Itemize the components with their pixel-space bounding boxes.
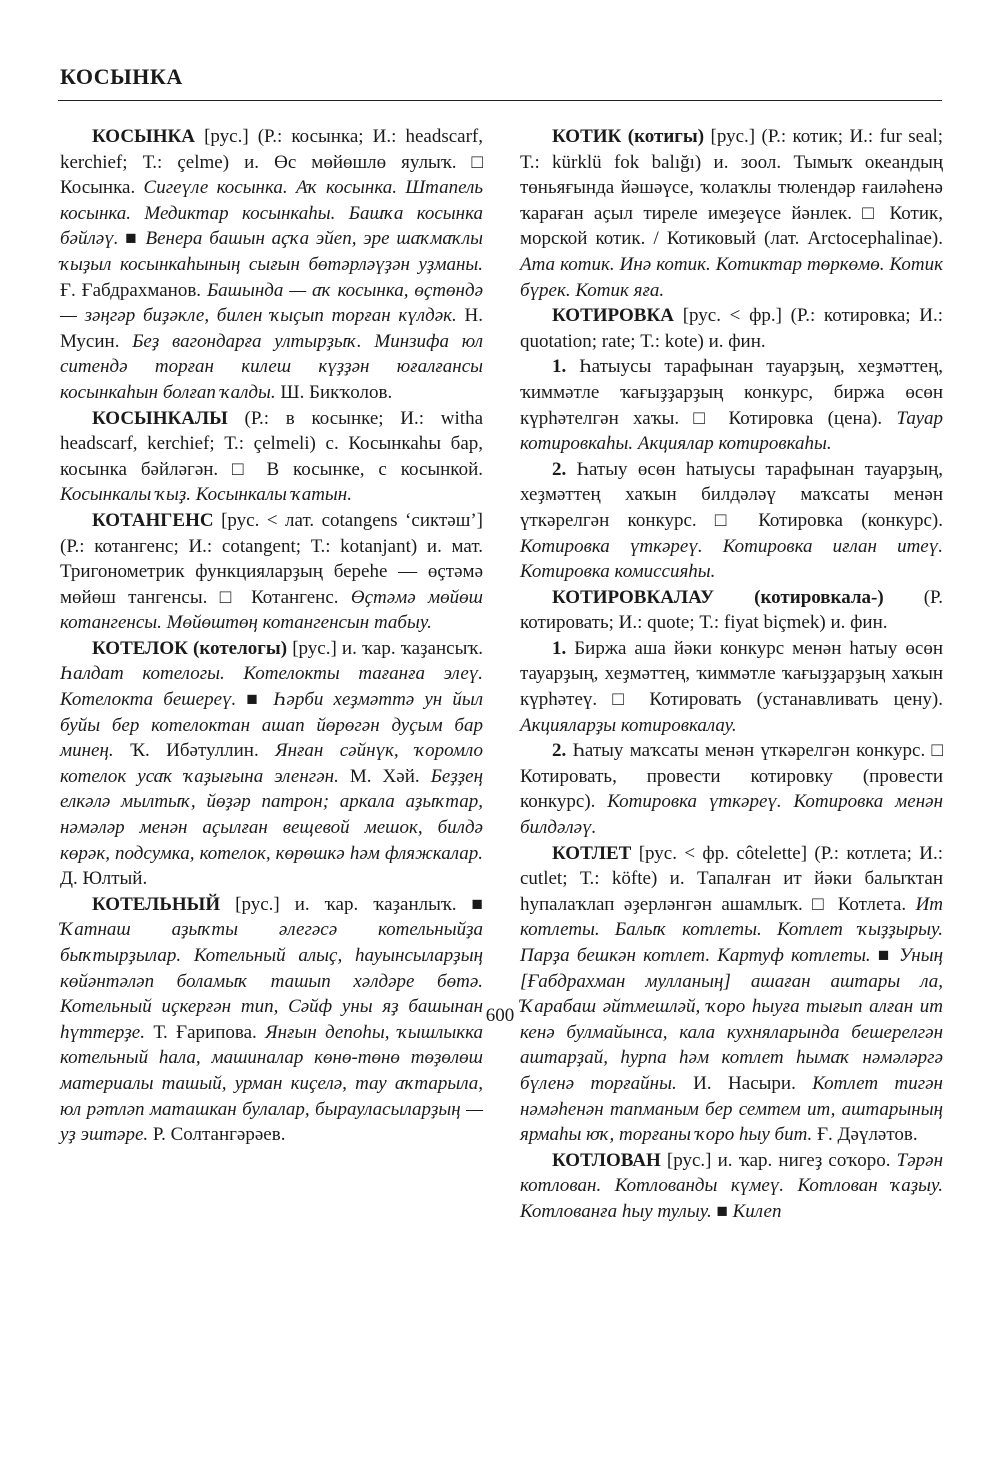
usage-example: Косынкалы ҡыҙ. Косынкалы ҡатын.: [60, 484, 352, 506]
usage-example: Өҫтәмә мөйөш котангенсы. Мөйөштөң котангенсын табыу.: [60, 586, 484, 634]
entry-text: Косынкаһы бар, косынка бәйләгән. □ В косынке, с косынкой.: [60, 433, 484, 480]
entry-text: Р. Солтангәрәев.: [152, 1124, 286, 1146]
header-rule: [58, 100, 942, 101]
entry-headword: КОТАНГЕНС: [92, 509, 214, 531]
entry-text: [рус.] и. ҡар. ҡаҙансыҡ.: [292, 637, 483, 659]
usage-example: Котировка үткәреү. Котировка иғлан итеү. Котировка комиссияhы.: [520, 535, 943, 583]
entry-text: Ҡ. Ибәтуллин.: [130, 740, 259, 762]
dictionary-entry: [520, 585, 943, 636]
entry-text: Ш. Бикҡолов.: [280, 381, 393, 403]
entry-headword: 1.: [552, 637, 567, 659]
entry-headword: КОТЕЛЬНЫЙ: [92, 893, 221, 915]
dictionary-entry: [60, 508, 483, 636]
entry-text: И. Насыри.: [693, 1072, 796, 1094]
usage-example: Ата котик. Инә котик. Котиктар төркөмө. Котик бүрек. Котик яға.: [520, 253, 943, 301]
entry-text: [рус.] (Р.: котик; И.: fur seal; Т.: kürklü fok balığı) и. зоол.: [520, 126, 944, 173]
usage-example: Һалдат котелогы. Котелокты тағанға элеү. Котелокта бешереү. ■ Һәрби хеҙмәттә ун йыл буйы бер котелоктан ашап йөрөгән дуҫым бар минең.: [60, 663, 483, 762]
usage-example: Беҙ вагондарға ултырҙыҡ. Минзифа юл ситендә торған килеш күҙҙән юғалғансы косынкаһын болғап ҡалды.: [60, 330, 483, 403]
entry-text: [рус. < лат. cotangens ‘сиктәш’] (Р.: котангенс; И.: cotangent; Т.: kotanjant) и. мат.: [60, 509, 483, 557]
entry-headword: КОТЕЛОК (котелогы): [92, 637, 288, 659]
entry-headword: 2.: [552, 740, 567, 762]
entry-text: Һатыусы тарафынан тауарҙың, хеҙмәттең, ҡиммәтле ҡағыҙҙарҙың конкурс, биржа өсөн күрhәтелгән хаҡы. □ Котировка (цена).: [520, 356, 943, 429]
entry-text: М. Хәй.: [349, 765, 420, 787]
entry-headword: 1.: [552, 356, 567, 378]
usage-example: Тәрән котлован. Котлованды күмеү. Котлован ҡаҙыу. Котлованға һыу тулыу. ■ Килеп: [520, 1149, 943, 1222]
entry-text: Тапалған ит йәки балыҡтан һупалаҡлап әҙерләнгән ашамлыҡ. □ Котлета.: [520, 868, 943, 915]
entry-text: Ғ. Дәүләтов.: [817, 1124, 918, 1146]
page-number: 600: [485, 1005, 515, 1026]
entry-text: Һатыу маҡсаты менән үткәрелгән конкурс. □ Котировать, провести котировку (провести конкурс).: [520, 740, 944, 813]
dictionary-entry: [60, 124, 483, 406]
dictionary-entry: [520, 457, 943, 585]
entry-text: Н. Мусин.: [60, 305, 483, 352]
entry-text: [рус.] и. ҡар. нигеҙ соҡоро.: [666, 1149, 891, 1171]
entry-headword: КОТИРОВКАЛАУ (котировкала-): [552, 586, 884, 608]
entry-text: [рус. < фр. côtelette] (Р.: котлета; И.: cutlet; Т.: köfte) и.: [520, 842, 943, 890]
entry-headword: КОСЫНКАЛЫ: [92, 407, 228, 429]
dictionary-entry: [520, 636, 943, 738]
entry-headword: КОТЛОВАН: [552, 1149, 661, 1171]
usage-example: Янғын депоһы, ҡышлыкка котельный һала, машиналар көнө-төнө төҙөлөш материалы ташый, урман киҫелә, тау аҡтарыла, юл рәтләп маташкан булалар, бырауласыларҙың — уҙ эштәре.: [60, 1021, 483, 1146]
entry-headword: КОСЫНКА: [92, 126, 195, 147]
usage-example: Котлет тигән нәмәhенән тапманым бер семтем ит, аштарының ярмаһы юҡ, торғаны ҡоро һыу бит.: [520, 1072, 943, 1146]
dictionary-entry: [520, 738, 943, 840]
running-head: КОСЫНКА: [60, 64, 183, 89]
dictionary-entry: [520, 1148, 943, 1225]
entry-text: Биржа аша йәки конкурс менән һатыу өсөн тауарҙың, хеҙмәттең, ҡиммәтле ҡағыҙҙарҙың хаҡын күрhәтеү. □ Котировать (устанавливать цену).: [520, 637, 943, 711]
dictionary-entry: [520, 841, 943, 1148]
dictionary-entry: [60, 636, 483, 892]
entry-headword: 2.: [552, 458, 567, 480]
dictionary-entry: [60, 406, 483, 508]
left-column: [60, 124, 483, 1148]
entry-text: [рус.] (Р.: косынка; И.: headscarf, kerchief; Т.: çelme) и.: [60, 126, 484, 173]
entry-text: Һатыу өсөн һатыусы тарафынан тауарҙың, хеҙмәттең хаҡын билдәләү маҡсаты менән үткәрелгән конкурс. □ Котировка (конкурс).: [520, 458, 943, 531]
dictionary-entry: [520, 303, 943, 354]
entry-text: Тымыҡ океандың төньяғында йәшәүсе, ҡолаҡлы тюлендәр ғаиләhенә ҡараған аҫыл тиреле имеҙеүсе йәнлек. □ Котик, морской котик. / Котиковый (лат. Arctocephalinae).: [520, 151, 944, 250]
usage-example: ■ Ҡатнаш аҙыҡты әлегәсә котельныйҙа быҡтырҙылар. Котельный алыҫ, һауынсыларҙың көйәнтәләп боламыҡ ташып хәлдәре бөтә. Котельный иҫкерғән тип, Сәйф уны яҙ башынан һүттерҙе.: [60, 893, 483, 1043]
dictionary-entry: [520, 124, 943, 303]
entry-text: [рус.] и. ҡар. ҡаҙанлыҡ.: [235, 893, 457, 915]
dictionary-entry: [520, 354, 943, 456]
usage-example: Тауар котировкаhы. Акциялар котировкаhы.: [520, 407, 944, 455]
usage-example: Сигеүле косынка. Аҡ косынка. Штапель косынка. Медиктар косынкаһы. Башҡа косынка бәйләү. ■ Венера башын аҫҡа эйеп, эре шаҡмаҡлы ҡыҙыл косынкаһының сығын бөтәрләүҙән уҙманы.: [60, 177, 484, 275]
usage-example: Башында — аҡ косынка, өҫтөндә — зәңгәр биҙәкле, билен ҡыҫып торған күлдәк.: [60, 279, 483, 327]
entry-headword: КОТЛЕТ: [552, 842, 632, 864]
entry-text: Өс мөйөшлө яулыҡ. □ Косынка.: [60, 151, 483, 199]
usage-example: Акцияларҙы котировкалау.: [520, 714, 737, 736]
entry-text: (Р.: в косынке; И.: witha headscarf, kerchief; Т.: çelmeli) с.: [60, 407, 484, 455]
entry-text: Ғ. Ғабдрахманов.: [60, 279, 202, 301]
entry-text: Тригонометрик функцияларҙың береhe — өҫтәмә мөйөш тангенсы. □ Котангенс.: [60, 561, 483, 608]
usage-example: Ит котлеты. Балыҡ котлеты. Котлет ҡыҙҙырыу. Парҙа бешкән котлет. Картуф котлеты. ■ Уның [Ғабдрахман мулланың] ашаған аштары ла, Ҡарабаш әйтмешләй, ҡоро һыуға тығып алған ит кенә булмайынса, кала кухняларында бешерелгән аштарҙай, һурпа һәм котлет һымаҡ нәмәләргә бүленә торғайны.: [520, 893, 944, 1094]
entry-text: [рус. < фр.] (Р.: котировка; И.: quotation; rate; Т.: kote) и. фин.: [520, 305, 944, 352]
usage-example: Беҙҙең елкәлә мылтыҡ, йөҙәр патрон; аркала аҙыҡтар, нәмәләр менән аҫылған вещевой мешок, билдә көрәк, подсумка, котелок, көрөшкә һәм фляжкалар.: [60, 765, 484, 864]
entry-headword: КОТИРОВКА: [552, 305, 674, 327]
entry-text: Т. Ғарипова.: [153, 1021, 257, 1043]
usage-example: Янған сәйнүк, ҡоромло котелок усаҡ ҡаҙығына эленгән.: [60, 740, 484, 787]
entry-text: Д. Юлтый.: [60, 868, 148, 890]
usage-example: Котировка үткәреү. Котировка менән билдәләү.: [520, 791, 944, 839]
entry-text: (Р. котировать; И.: quote; Т.: fiyat biçmek) и. фин.: [520, 586, 943, 634]
entry-headword: КОТИК (котигы): [552, 126, 705, 147]
right-column: [520, 124, 943, 1225]
